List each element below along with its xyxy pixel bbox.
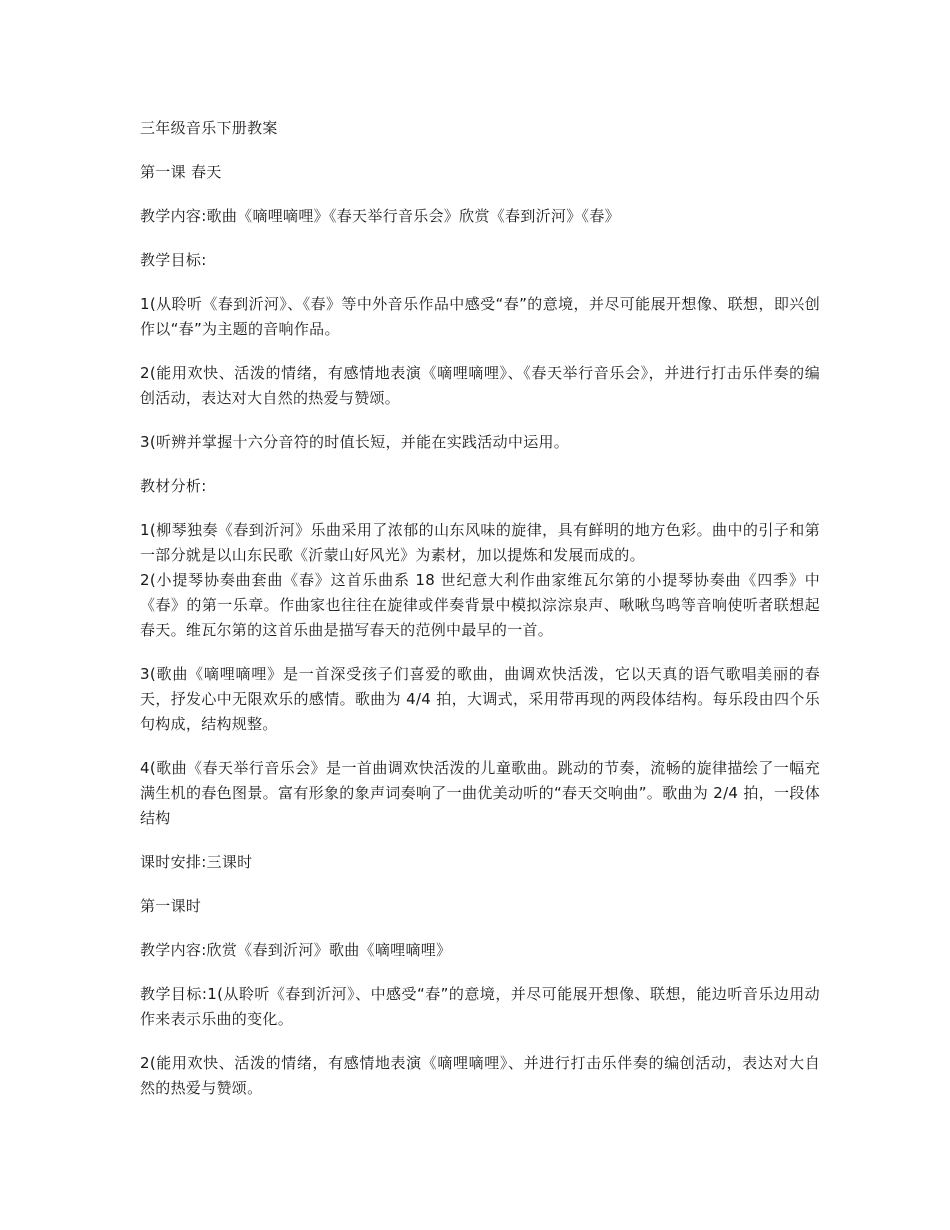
analysis-heading: 教材分析:: [140, 477, 207, 495]
analysis-3: 3(歌曲《嘀哩嘀哩》是一首深受孩子们喜爱的歌曲，曲调欢快活泼，它以天真的语气歌唱美丽的春天，抒发心中无限欢乐的感情。歌曲为 4/4 拍，大调式，采用带再现的两段体结构。每乐段由四个乐句构成，结构规整。: [140, 665, 820, 733]
objective-3: 3(听辨并掌握十六分音符的时值长短，并能在实践活动中运用。: [140, 433, 570, 451]
analysis-1: 1(柳琴独奏《春到沂河》乐曲采用了浓郁的山东风味的旋律，具有鲜明的地方色彩。曲中的引子和第一部分就是以山东民歌《沂蒙山好风光》为素材，加以提炼和发展而成的。: [140, 521, 820, 564]
document-title: 三年级音乐下册教案: [140, 119, 278, 137]
teaching-content: 教学内容:歌曲《嘀哩嘀哩》《春天举行音乐会》欣赏《春到沂河》《春》: [140, 207, 620, 225]
first-period-heading: 第一课时: [140, 897, 202, 915]
lesson-heading: 第一课 春天: [140, 163, 222, 181]
analysis-2: 2(小提琴协奏曲套曲《春》这首乐曲系 18 世纪意大利作曲家维瓦尔第的小提琴协奏曲《四季》中《春》的第一乐章。作曲家也往往在旋律或伴奏背景中模拟淙淙泉声、啾啾鸟鸣等音响使听者联想起春天。维瓦尔第的这首乐曲是描写春天的范例中最早的一首。: [140, 571, 820, 639]
first-period-content: 教学内容:欣赏《春到沂河》歌曲《嘀哩嘀哩》: [140, 941, 452, 959]
analysis-4: 4(歌曲《春天举行音乐会》是一首曲调欢快活泼的儿童歌曲。跳动的节奏，流畅的旋律描绘了一幅充满生机的春色图景。富有形象的象声词奏响了一曲优美动听的“春天交响曲”。歌曲为 2/4 拍，一段体结构: [140, 759, 820, 827]
schedule: 课时安排:三课时: [140, 853, 253, 871]
document-body: [140, 116, 820, 1120]
first-period-objective-2: 2(能用欢快、活泼的情绪，有感情地表演《嘀哩嘀哩》、并进行打击乐伴奏的编创活动，表达对大自然的热爱与赞颂。: [140, 1054, 820, 1097]
objective-2: 2(能用欢快、活泼的情绪，有感情地表演《嘀哩嘀哩》、《春天举行音乐会》，并进行打击乐伴奏的编创活动，表达对大自然的热爱与赞颂。: [140, 364, 820, 407]
objectives-heading: 教学目标:: [140, 251, 207, 269]
objective-1: 1(从聆听《春到沂河》、《春》等中外音乐作品中感受“春”的意境，并尽可能展开想像、联想，即兴创作以“春”为主题的音响作品。: [140, 295, 820, 338]
first-period-objective-1: 教学目标:1(从聆听《春到沂河》、中感受“春”的意境，并尽可能展开想像、联想，能边听音乐边用动作来表示乐曲的变化。: [140, 985, 820, 1028]
